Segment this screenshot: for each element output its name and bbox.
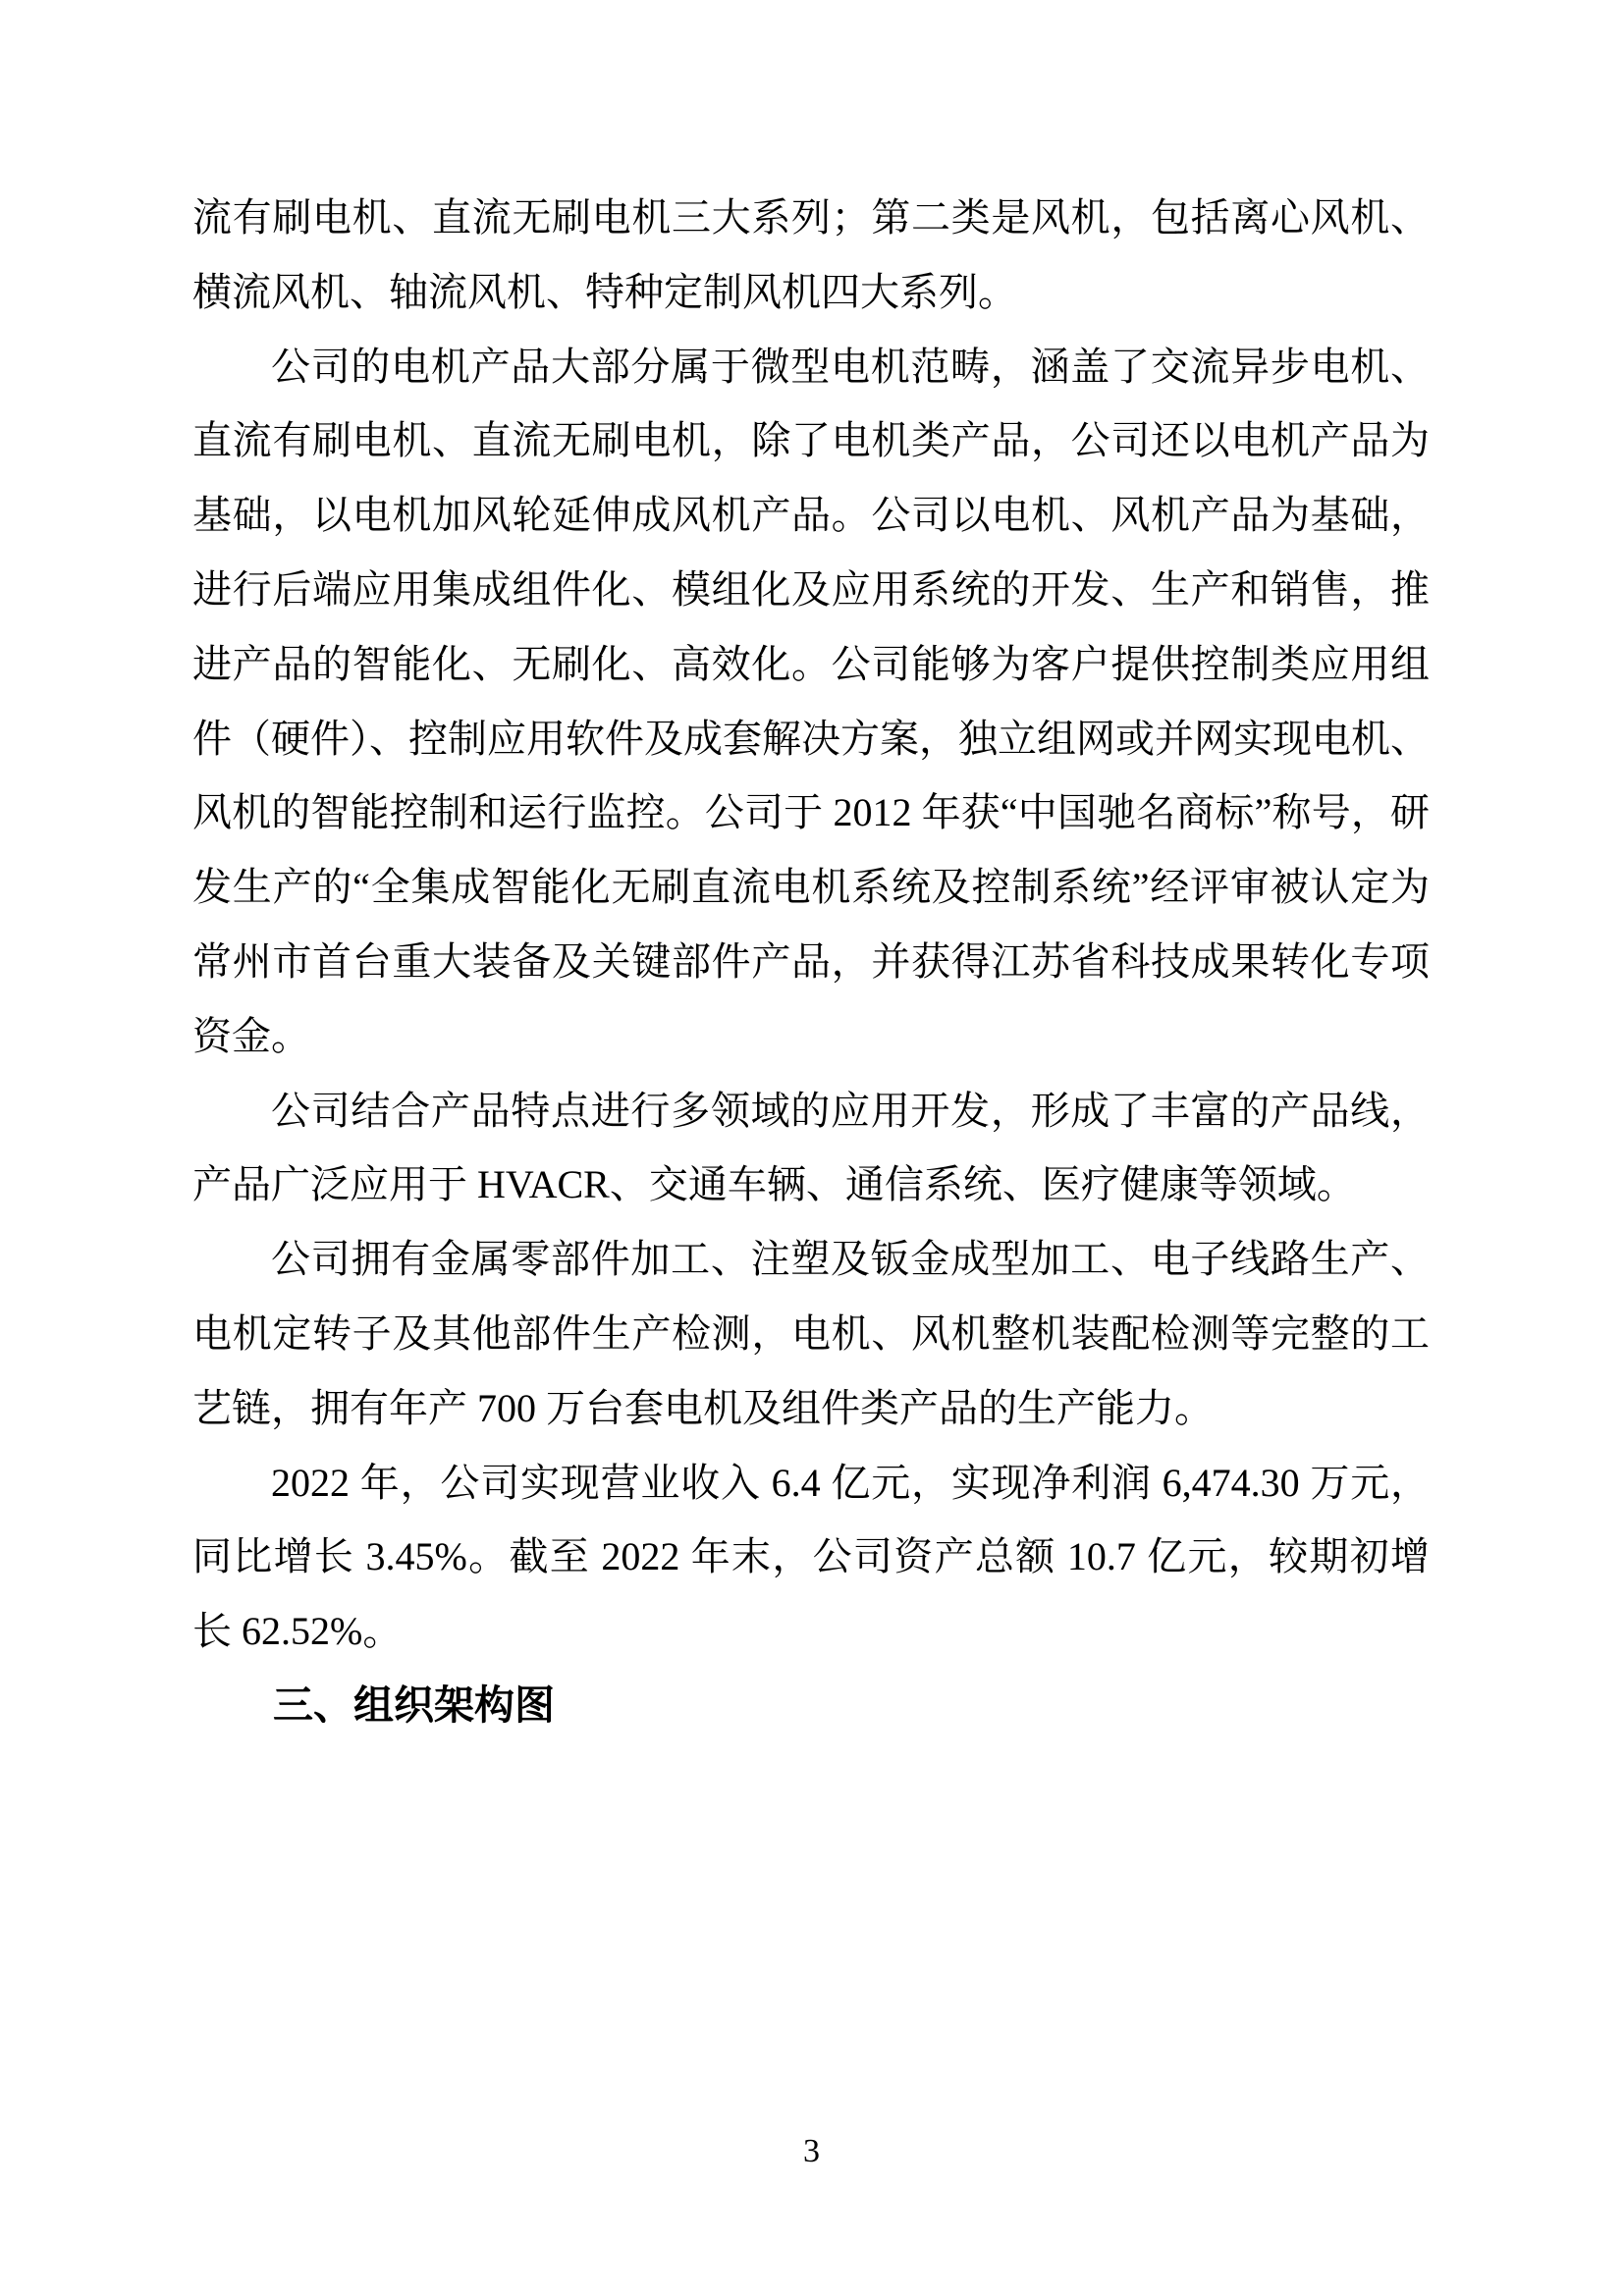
paragraph-financials-2022: 2022 年，公司实现营业收入 6.4 亿元，实现净利润 6,474.30 万元，同比增长 3.45%。截至 2022 年末，公司资产总额 10.7 亿元，较期初增长 62.52%。 (192, 1460, 1430, 1654)
paragraph-application-fields: 公司结合产品特点进行多领域的应用开发，形成了丰富的产品线，产品广泛应用于 HVACR、交通车辆、通信系统、医疗健康等领域。 (192, 1088, 1430, 1207)
section-heading-org-chart: 三、组织架构图 (273, 1682, 555, 1728)
document-body (192, 181, 1430, 1743)
paragraph-company-products: 公司的电机产品大部分属于微型电机范畴，涵盖了交流异步电机、直流有刷电机、直流无刷电机，除了电机类产品，公司还以电机产品为基础，以电机加风轮延伸成风机产品。公司以电机、风机产品为基础，进行后端应用集成组件化、模组化及应用系统的开发、生产和销售，推进产品的智能化、无刷化、高效化。公司能够为客户提供控制类应用组件（硬件）、控制应用软件及成套解决方案，独立组网或并网实现电机、风机的智能控制和运行监控。公司于 2012 年获“中国驰名商标”称号，研发生产的“全集成智能化无刷直流电机系统及控制系统”经评审被认定为常州市首台重大装备及关键部件产品，并获得江苏省科技成果转化专项资金。 (192, 344, 1430, 1058)
paragraph-continuation: 流有刷电机、直流无刷电机三大系列；第二类是风机，包括离心风机、横流风机、轴流风机、特种定制风机四大系列。 (192, 195, 1430, 314)
paragraph-production-capacity: 公司拥有金属零部件加工、注塑及钣金成型加工、电子线路生产、电机定转子及其他部件生产检测，电机、风机整机装配检测等完整的工艺链，拥有年产 700 万台套电机及组件类产品的生产能力。 (192, 1237, 1430, 1430)
page-number: 3 (803, 2133, 820, 2169)
